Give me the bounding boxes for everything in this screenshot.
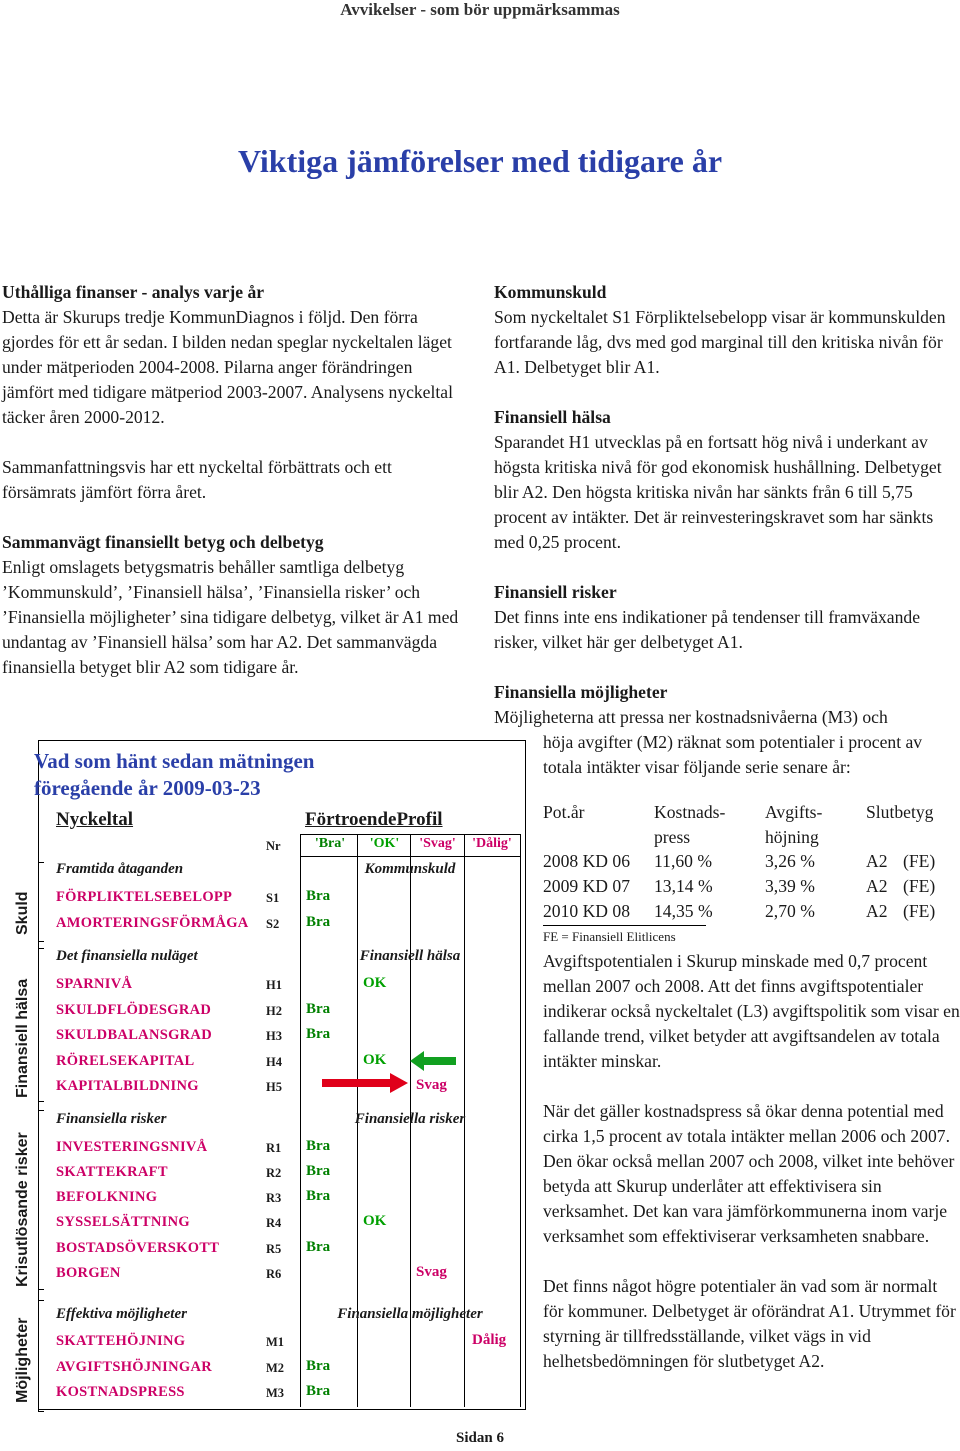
item-amorteringsformaga: AMORTERINGSFÖRMÅGA [56, 915, 249, 931]
nr-r2: R2 [266, 1166, 282, 1180]
heading-finansiell-risker: Finansiell risker [494, 582, 617, 602]
left-column [2, 280, 467, 680]
profile-title-line1: Vad som hänt sedan mätningen [34, 749, 315, 773]
nyckeltal-heading: Nyckeltal [56, 809, 134, 830]
paragraph-mojligheter-2: höja avgifter (M2) räknat som potentialer i procent av totala intäkter visar följande serie senare år: [543, 732, 923, 777]
grade-h4: OK [363, 1052, 387, 1068]
grade-h2: Bra [306, 1001, 331, 1017]
section-heading-nulaget: Det finansiella nuläget [56, 948, 198, 964]
paragraph-summary: Sammanfattningsvis har ett nyckeltal förbättrats och ett försämrats jämfört förra året. [2, 457, 392, 502]
table-header-avgifts: Avgifts- [765, 802, 823, 822]
table-row-1-avgift: 3,26 % [765, 851, 815, 871]
right-column-bottom [543, 949, 960, 1374]
col-header-dalig: 'Dålig' [472, 836, 512, 851]
side-label-mojligheter: Möjligheter [14, 1317, 31, 1403]
page-number: Sidan 6 [456, 1430, 504, 1446]
paragraph-finansiell-risker: Det finns inte ens indikationer på tendenser till framväxande risker, vilket här ger delbetyget A1. [494, 607, 921, 652]
nr-h1: H1 [266, 978, 282, 992]
page-title: Viktiga jämförelser med tidigare år [237, 143, 723, 179]
heading-kommunskuld: Kommunskuld [494, 282, 607, 302]
item-skattehojning: SKATTEHÖJNING [56, 1333, 186, 1349]
table-row-2-grade: A2 [866, 876, 888, 896]
arrow-right-red-icon [320, 1072, 410, 1094]
side-label-krisutlosande-risker: Krisutlösande risker [14, 1132, 31, 1287]
running-header: Avvikelser - som bör uppmärksammas [340, 0, 620, 19]
profile-title-line2: föregående år 2009-03-23 [34, 776, 261, 800]
nr-r4: R4 [266, 1216, 282, 1230]
right-column-continued [543, 730, 960, 780]
nr-r6: R6 [266, 1267, 282, 1281]
section-heading-kommunskuld: Kommunskuld [364, 861, 456, 877]
section-heading-framtida: Framtida åtaganden [56, 861, 184, 877]
section-heading-risker-left: Finansiella risker [56, 1111, 167, 1127]
grade-h5: Svag [416, 1077, 447, 1093]
item-sysselsattning: SYSSELSÄTTNING [56, 1214, 190, 1230]
paragraph-mojligheter-1: Möjligheterna att pressa ner kostnadsnivåerna (M3) och [494, 707, 888, 727]
paragraph-betyg: Enligt omslagets betygsmatris behåller samtliga delbetyg ’Kommunskuld’, ’Finansiell hälsa’, ’Finansiella risker’ och ’Finansiella möjligheter’ sina tidigare delbetyg, vilket är A1 med undantag av ’Finansiell hälsa’ som har A2. Det sammanvägda finansiella betyget blir A2 som tidigare år. [2, 557, 459, 677]
table-row-2-avgift: 3,39 % [765, 876, 815, 896]
grade-m2: Bra [306, 1358, 331, 1374]
nr-r5: R5 [266, 1242, 282, 1256]
right-column [494, 280, 960, 730]
paragraph-kommunskuld: Som nyckeltalet S1 Förpliktelsebelopp visar är kommunskulden fortfarande låg, dvs med god marginal till den kritiska nivån för A1. Delbetyget blir A1. [494, 307, 946, 377]
item-bostadsoverskott: BOSTADSÖVERSKOTT [56, 1240, 220, 1256]
table-header-slutbetyg: Slutbetyg [866, 802, 934, 822]
bracket-skuld [38, 862, 44, 942]
item-kapitalbildning: KAPITALBILDNING [56, 1078, 199, 1094]
item-investeringsniva: INVESTERINGSNIVÅ [56, 1139, 208, 1155]
potential-table [543, 800, 960, 950]
item-forpliktelsebelopp: FÖRPLIKTELSEBELOPP [56, 889, 233, 905]
side-label-finansiell-halsa: Finansiell hälsa [14, 978, 31, 1098]
item-skuldbalansgrad: SKULDBALANSGRAD [56, 1027, 212, 1043]
paragraph-intro: Detta är Skurups tredje KommunDiagnos i följd. Den förra gjordes för ett år sedan. I bilden nedan speglar nyckeltalen läget under mätperioden 2004-2008. Pilarna anger förändringen jämfört med tidigare mätperiod 2003-2007. Analysens nyckeltal täcker åren 2000-2012. [2, 307, 453, 427]
table-row-1-fe: (FE) [903, 851, 936, 871]
nr-m3: M3 [266, 1386, 285, 1400]
nr-s2: S2 [266, 917, 280, 931]
grade-r4: OK [363, 1213, 387, 1229]
table-row-3-kostnad: 14,35 % [654, 901, 713, 921]
nr-m2: M2 [266, 1361, 285, 1375]
table-row-1-kostnad: 11,60 % [654, 851, 712, 871]
table-header-kostnads: Kostnads- [654, 802, 726, 822]
table-row-2-kostnad: 13,14 % [654, 876, 713, 896]
table-row-2-year: 2009 KD 07 [543, 876, 630, 896]
item-befolkning: BEFOLKNING [56, 1189, 158, 1205]
grade-s2: Bra [306, 914, 331, 930]
table-note: FE = Finansiell Elitlicens [543, 929, 676, 944]
item-borgen: BORGEN [56, 1265, 121, 1281]
nr-s1: S1 [266, 891, 280, 905]
heading-finansiell-halsa: Finansiell hälsa [494, 407, 611, 427]
col-header-svag: 'Svag' [419, 836, 456, 851]
heading-uthalliga: Uthålliga finanser - analys varje år [2, 282, 265, 302]
table-header-press: press [654, 827, 691, 847]
item-rorelsekapital: RÖRELSEKAPITAL [56, 1053, 195, 1069]
nr-r3: R3 [266, 1191, 282, 1205]
grade-m3: Bra [306, 1383, 331, 1399]
side-label-skuld: Skuld [14, 891, 31, 935]
table-row-3-fe: (FE) [903, 901, 936, 921]
nr-h2: H2 [266, 1004, 282, 1018]
table-header-hojning: höjning [765, 827, 819, 847]
grade-r1: Bra [306, 1138, 331, 1154]
table-row-3-year: 2010 KD 08 [543, 901, 630, 921]
nr-r1: R1 [266, 1141, 282, 1155]
bracket-mojligheter [38, 1300, 44, 1412]
item-skattekraft: SKATTEKRAFT [56, 1164, 168, 1180]
nr-h3: H3 [266, 1029, 282, 1043]
paragraph-kostnadspress: När det gäller kostnadspress så ökar denna potential med cirka 1,5 procent av totala intäkter mellan 2006 och 2007. Den ökar också mellan 2007 och 2008, vilket inte behöver betyda att Skurup underlåter att effektivisera sin verksamhet. Det kan vara jämförkommunerna inom varje verksamhet som effektiviserar verksamheten snabbare. [543, 1101, 955, 1246]
grade-m1: Dålig [472, 1332, 507, 1348]
table-header-potar: Pot.år [543, 802, 585, 822]
bracket-halsa [38, 948, 44, 1102]
nr-h5: H5 [266, 1080, 282, 1094]
nr-m1: M1 [266, 1335, 285, 1349]
grid-line-5 [520, 834, 521, 1407]
paragraph-delbetyg-mojligheter: Det finns något högre potentialer än vad som är normalt för kommuner. Delbetyget är oförändrat A1. Utrymmet för styrning är tillfredsställande, vilket vägs in vid helhetsbedömningen för slutbetyget A2. [543, 1276, 956, 1371]
grade-r3: Bra [306, 1188, 331, 1204]
table-row-3-avgift: 2,70 % [765, 901, 815, 921]
table-row-1-year: 2008 KD 06 [543, 851, 630, 871]
item-kostnadspress: KOSTNADSPRESS [56, 1384, 185, 1400]
col-header-bra: 'Bra' [314, 836, 346, 851]
col-header-ok: 'OK' [369, 836, 400, 851]
section-heading-risker-right: Finansiella risker [354, 1111, 466, 1127]
nr-column-header: Nr [266, 839, 281, 853]
bracket-risker [38, 1110, 44, 1290]
section-heading-finansiell-halsa: Finansiell hälsa [359, 948, 461, 964]
heading-finansiella-mojligheter: Finansiella möjligheter [494, 682, 668, 702]
grade-r5: Bra [306, 1239, 331, 1255]
grade-r2: Bra [306, 1163, 331, 1179]
table-row-3-grade: A2 [866, 901, 888, 921]
paragraph-finansiell-halsa: Sparandet H1 utvecklas på en fortsatt hög nivå i underkant av högsta kritiska nivå för god ekonomisk hushållning. Delbetyget blir A2. Den högsta kritiska nivån har sänkts från 6 till 5,75 procent av intäkter. Det är reinvesteringskravet som har sänkts med 0,25 procent. [494, 432, 942, 552]
grade-r6: Svag [416, 1264, 447, 1280]
arrow-left-green-icon [408, 1050, 458, 1072]
fortroendeprofil-heading: FörtroendeProfil [305, 809, 443, 830]
item-avgiftshojningar: AVGIFTSHÖJNINGAR [56, 1359, 213, 1375]
table-row-2-fe: (FE) [903, 876, 936, 896]
paragraph-avgiftspotential: Avgiftspotentialen i Skurup minskade med 0,7 procent mellan 2007 och 2008. Att det finns avgiftspotentialer indikerar också nyckeltalet (L3) avgiftspolitik som visar en fallande trend, vilket betyder att avgiftsandelen av totala intäkter minskar. [543, 951, 960, 1071]
nr-h4: H4 [266, 1055, 282, 1069]
grade-h1: OK [363, 975, 387, 991]
grade-s1: Bra [306, 888, 331, 904]
heading-sammanvagt: Sammanvägt finansiellt betyg och delbetyg [2, 532, 324, 552]
table-row-1-grade: A2 [866, 851, 888, 871]
grade-h3: Bra [306, 1026, 331, 1042]
section-heading-mojligheter: Finansiella möjligheter [337, 1306, 483, 1322]
item-sparniva: SPARNIVÅ [56, 976, 133, 992]
section-heading-effektiva: Effektiva möjligheter [56, 1306, 187, 1322]
item-skuldflodesgrad: SKULDFLÖDESGRAD [56, 1002, 212, 1018]
